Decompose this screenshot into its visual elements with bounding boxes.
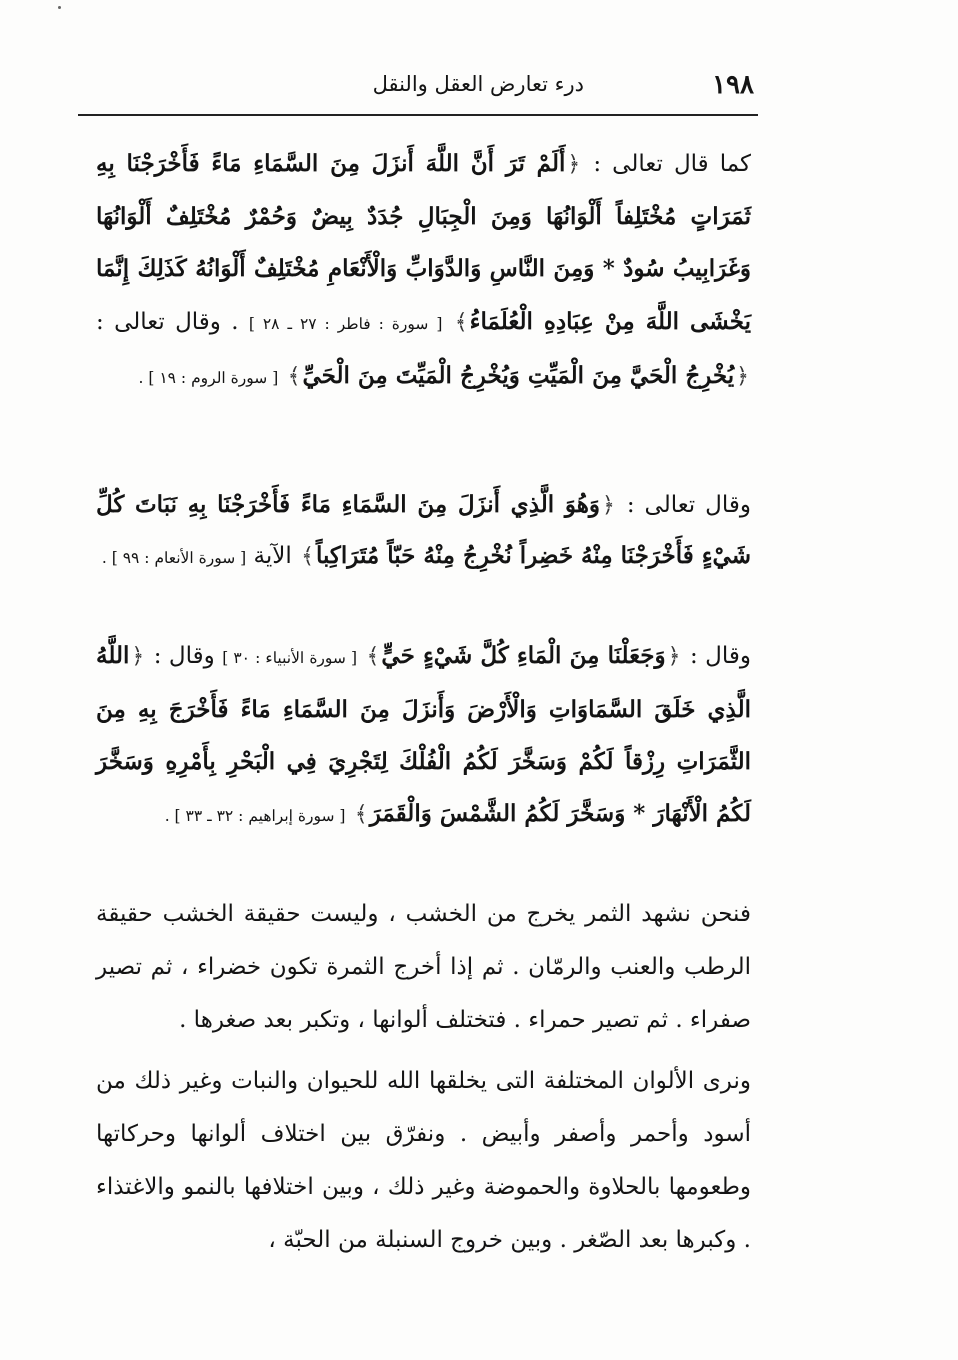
paragraph-4: فنحن نشهد الثمر يخرج من الخشب ، وليست حقيقة الخشب حقيقة الرطب والعنب والرمّان . ثم إذا أخرج الثمرة تكون خضراء ، ثم تصير صفراء . ثم تصير حمراء . فتختلف ألوانها ، وتكبر بعد صغرها .: [96, 901, 751, 1033]
book-title: درء تعارض العقل والنقل: [372, 72, 584, 96]
quran-verse: وَجَعَلْنَا مِنَ الْمَاءِ كُلَّ شَيْءٍ حَيٍّ: [381, 642, 666, 669]
quran-verse: أَلَمْ تَرَ أَنَّ اللَّهَ أَنزَلَ مِنَ السَّمَاءِ مَاءً فَأَخْرَجْنَا بِهِ ثَمَرَاتٍ مُخْتَلِفاً أَلْوَانُهَا وَمِنَ الْجِبَالِ جُدَدٌ بِيضٌ وَحُمْرٌ مُخْتَلِفٌ أَلْوَانُهَا وَغَرَابِيبُ سُودٌ * وَمِنَ النَّاسِ وَالدَّوَابِّ وَالْأَنْعَامِ مُخْتَلِفٌ أَلْوَانُهُ كَذَلِكَ إِنَّمَا يَخْشَى اللَّهَ مِنْ عِبَادِهِ الْعُلَمَاءُ: [96, 150, 751, 335]
verse-open-ornament: ﴿: [567, 152, 581, 177]
verse-close-ornament: ﴾: [366, 644, 380, 669]
verse-open-ornament: ﴿: [736, 364, 749, 389]
verse-reference: [ سورة الأنعام : ٩٩ ] .: [101, 549, 247, 567]
verse-close-ornament: ﴾: [454, 309, 468, 335]
verse-reference: [ سورة الأنبياء : ٣٠ ]: [222, 649, 358, 667]
intro-text: . وقال تعالى :: [96, 308, 239, 335]
quran-verse: يُخْرِجُ الْحَيَّ مِنَ الْمَيِّتِ وَيُخْرِجُ الْمَيِّتَ مِنَ الْحَيِّ: [302, 362, 735, 389]
paragraph-5: ونرى الألوان المختلفة التى يخلقها الله للحيوان والنبات وغير ذلك من أسود وأحمر وأصفر وأبيض . ونفرّق بين اختلاف ألوانها وحركاتها وطعومها بالحلاوة والحموضة وغير ذلك ، وبين اختلافها بالنمو والاغتذاء . وكبرها بعد الصّغر . وبين خروج السنبلة من الحبّة ،: [96, 1068, 751, 1253]
verse-close-ornament: ﴾: [354, 802, 368, 827]
paragraph-3: [96, 630, 751, 842]
verse-reference: [ سورة إبراهيم : ٣٢ ـ ٣٣ ] .: [164, 807, 346, 825]
quran-verse: وَهُوَ الَّذِي أَنزَلَ مِنَ السَّمَاءِ مَاءً فَأَخْرَجْنَا بِهِ نَبَاتَ كُلِّ شَيْءٍ فَأَخْرَجْنَا مِنْهُ خَضِراً نُخْرِجُ مِنْهُ حَبّاً مُتَرَاكِباً: [96, 491, 751, 569]
running-head: [82, 66, 754, 106]
page-number: ١٩٨: [712, 70, 754, 100]
paragraph-2: [96, 480, 751, 583]
verse-close-ornament: ﴾: [301, 544, 314, 569]
verse-close-ornament: ﴾: [287, 364, 301, 389]
intro-text: وقال :: [153, 643, 215, 669]
paragraph-1: [96, 138, 751, 405]
verse-reference: [ سورة : فاطر : ٢٧ ـ ٢٨ ]: [248, 314, 443, 333]
intro-text: وقال :: [689, 643, 751, 669]
margin-speck: [58, 6, 61, 9]
verse-reference: [ سورة الروم : ١٩ ] .: [138, 369, 279, 387]
verse-open-ornament: ﴿: [667, 644, 681, 669]
verse-open-ornament: ﴿: [601, 493, 615, 518]
verse-tail: الآية: [253, 543, 292, 569]
intro-text: وقال تعالى :: [626, 492, 751, 518]
verse-open-ornament: ﴿: [131, 644, 145, 669]
quran-verse: اللَّهُ الَّذِي خَلَقَ السَّمَاوَاتِ وَالْأَرْضَ وَأَنزَلَ مِنَ السَّمَاءِ مَاءً فَأَخْرَجَ بِهِ مِنَ الثَّمَرَاتِ رِزْقاً لَكُمْ وَسَخَّرَ لَكُمُ الْفُلْكَ لِتَجْرِيَ فِي الْبَحْرِ بِأَمْرِهِ وَسَخَّرَ لَكُمُ الْأَنْهَارَ * وَسَخَّرَ لَكُمُ الشَّمْسَ وَالْقَمَرَ: [96, 642, 751, 827]
header-rule: [78, 114, 758, 116]
intro-text: كما قال تعالى :: [593, 151, 751, 177]
